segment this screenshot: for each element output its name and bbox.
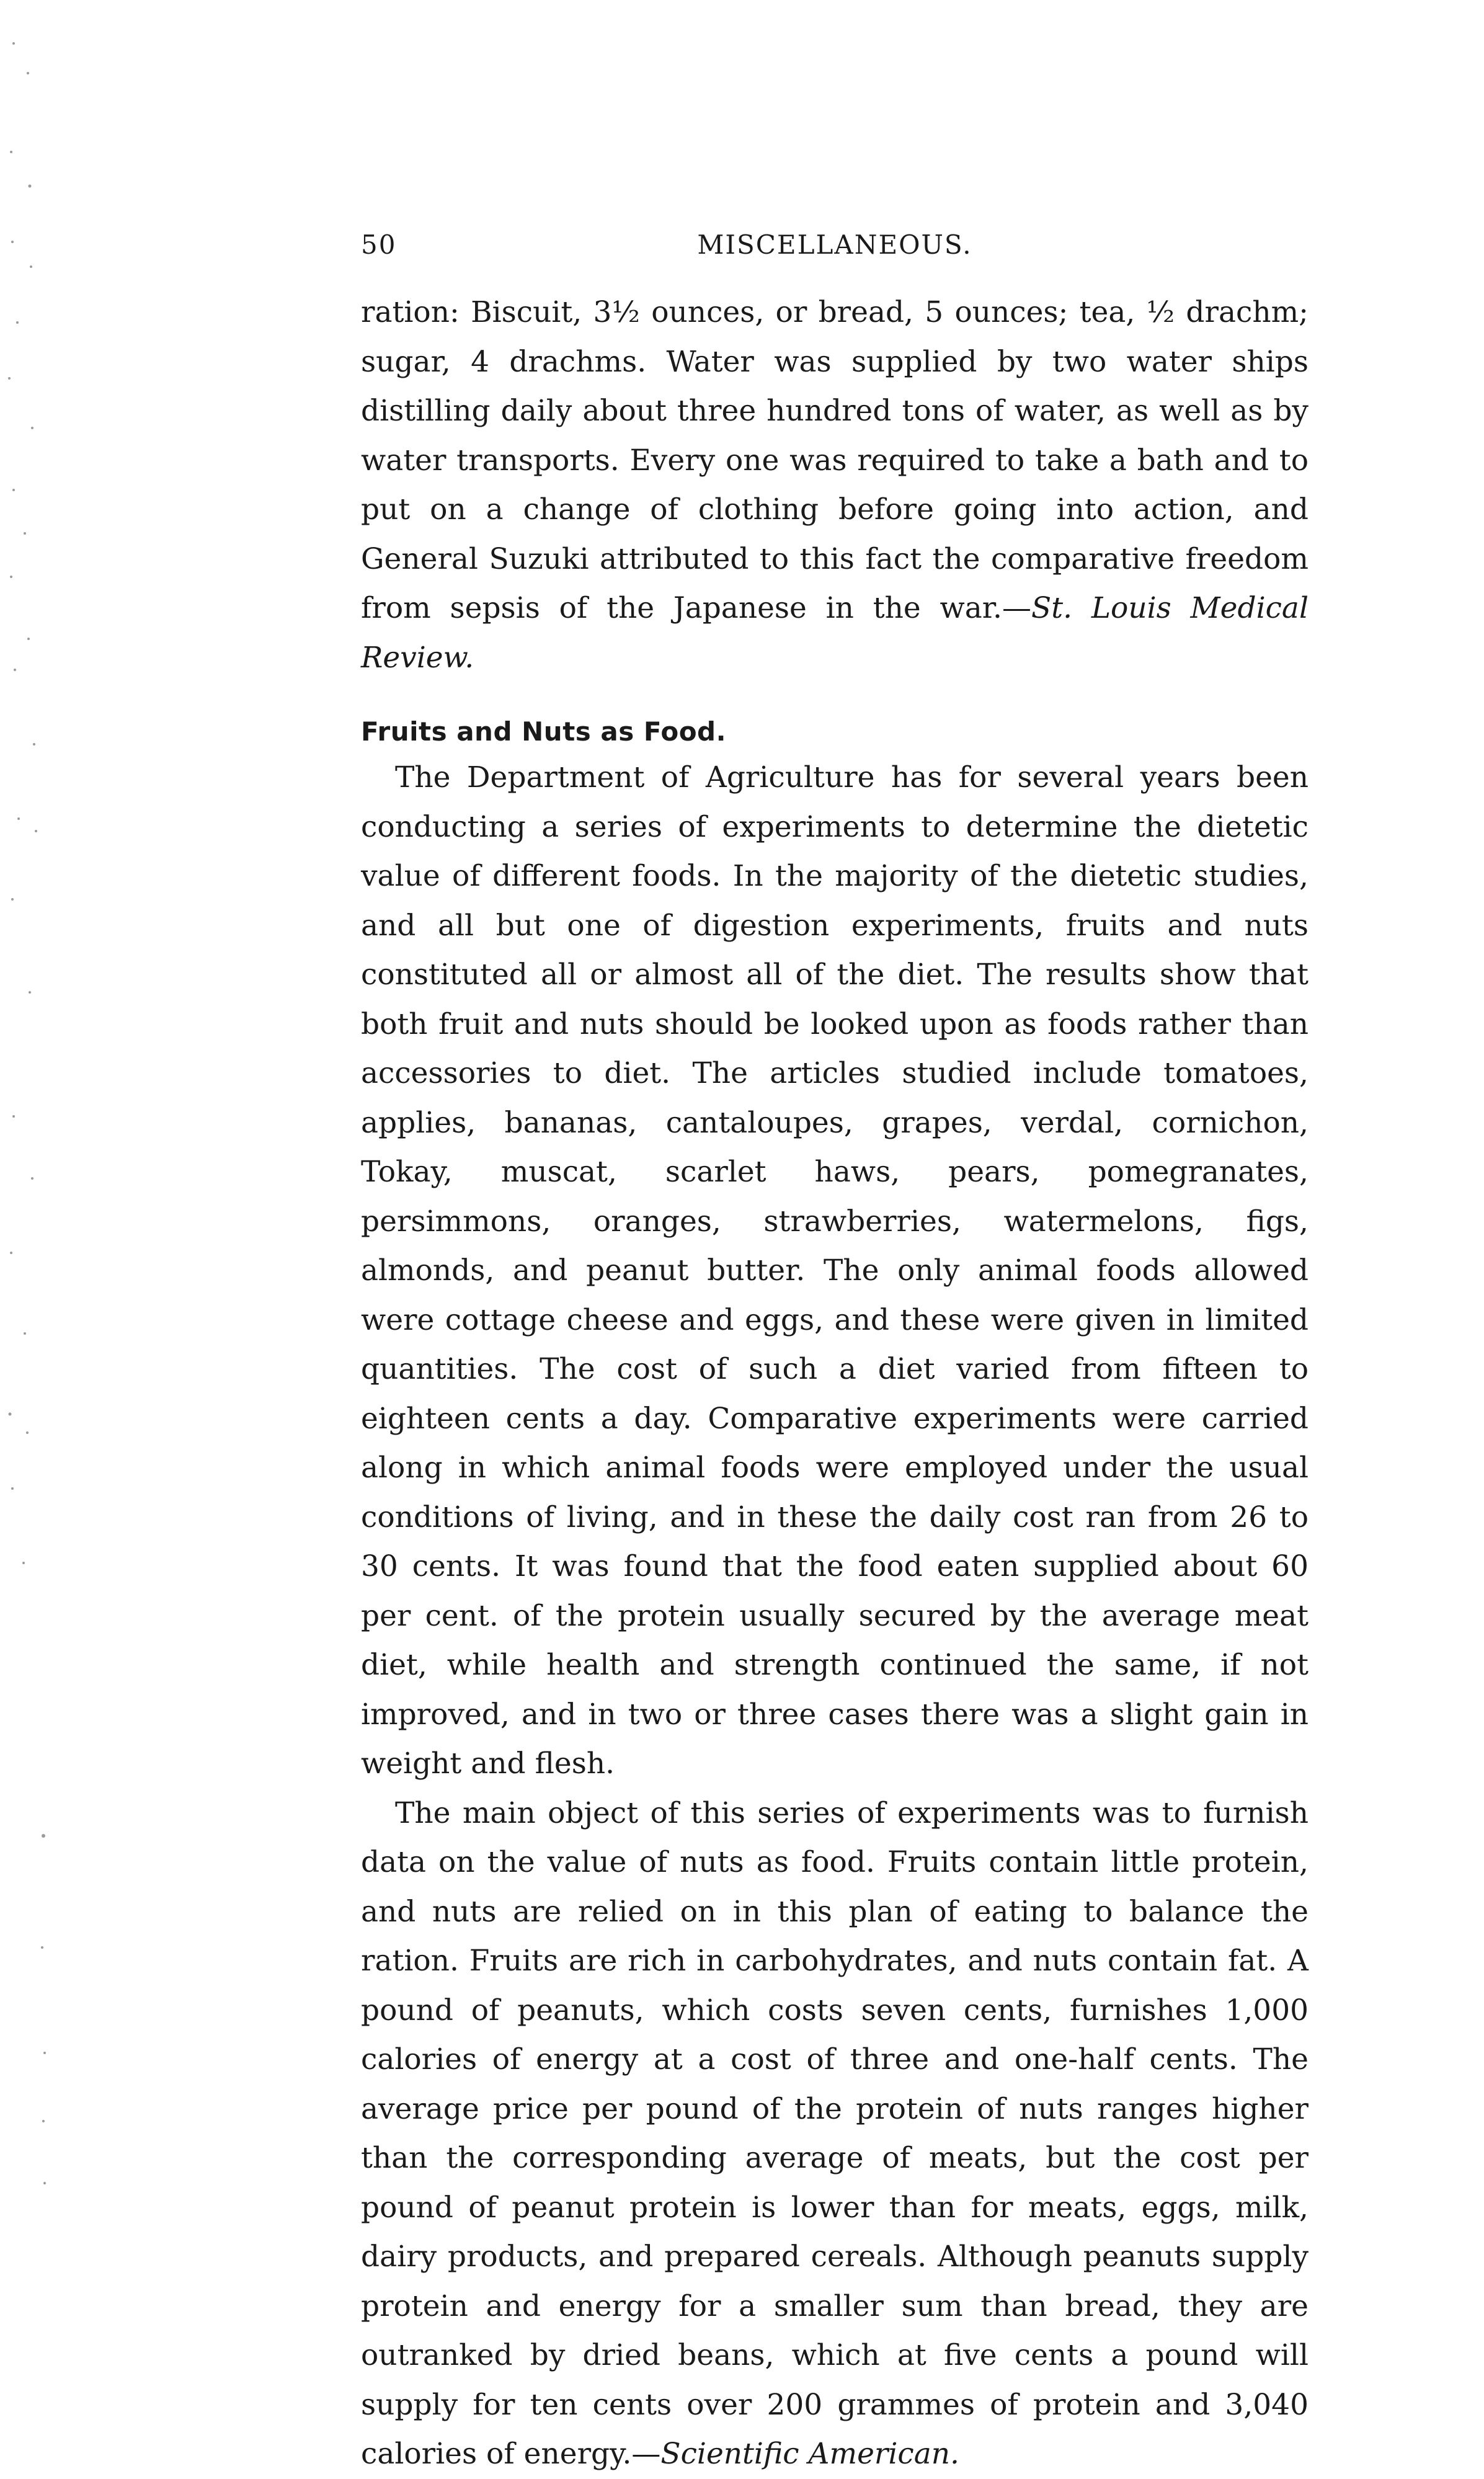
article-paragraph-1: The Department of Agriculture has for several years been conducting a series of experiments to determine the dietetic value of different foods. In the majority of the dietetic studies, and all but one of digestion experiments, fruits and nuts constituted all or almost all of the diet. The results show that both fruit and nuts should be looked upon as foods rather than accessories to diet. The articles studied include tomatoes, applies, bananas, cantaloupes, grapes, verdal, cornichon, Tokay, muscat, scarlet haws, pears, pomegranates, persimmons, oranges, strawberries, watermelons, figs, almonds, and peanut butter. The only animal foods allowed were cottage cheese and eggs, and these were given in limited quantities. The cost of such a diet varied from fifteen to eighteen cents a day. Comparative experiments were carried along in which animal foods were employed under the usual conditions of living, and in these the daily cost ran from 26 to 30 cents. It was found that the food eaten supplied about 60 per cent. of the protein usually secured by the average meat diet, while health and strength continued the same, if not improved, and in two or three cases there was a slight gain in weight and flesh.: [361, 760, 1308, 1781]
article-paragraph-2: [361, 1789, 1308, 2479]
article-source-citation: Scientific American.: [660, 2437, 959, 2471]
book-page: [361, 229, 1308, 2479]
page-number: 50: [361, 229, 397, 260]
scan-margin-speckles: [0, 0, 50, 2204]
article-source-citation: St. Louis Medical Review.: [361, 591, 1308, 675]
article-paragraph-2-text: The main object of this series of experiments was to furnish data on the value of nuts as food. Fruits contain little protein, and nuts are relied on in this plan of eating to balance the ration. Fruits are rich in carbohydrates, and nuts contain fat. A pound of peanuts, which costs seven cents, furnishes 1,000 calories of energy at a cost of three and one-half cents. The average price per pound of the protein of nuts ranges higher than the corresponding average of meats, but the cost per pound of peanut protein is lower than for meats, eggs, milk, dairy products, and prepared cereals. Although peanuts supply protein and energy for a smaller sum than bread, they are outranked by dried beans, which at five cents a pound will supply for ten cents over 200 grammes of protein and 3,040 calories of energy.—: [361, 1796, 1308, 2471]
continued-article-text: ration: Biscuit, 3½ ounces, or bread, 5 ounces; tea, ½ drachm; sugar, 4 drachms. Water was supplied by two water ships distilling daily about three hundred tons of water, as well as by water transports. Every one was required to take a bath and to put on a change of clothing before going into action, and General Suzuki attributed to this fact the comparative freedom from sepsis of the Japanese in the war.—: [361, 295, 1308, 625]
article-heading: Fruits and Nuts as Food.: [361, 716, 727, 747]
running-title: MISCELLANEOUS.: [697, 229, 972, 260]
running-head: [361, 229, 1308, 273]
speckle-marks: [0, 0, 50, 2204]
continued-article-paragraph: [361, 288, 1308, 682]
